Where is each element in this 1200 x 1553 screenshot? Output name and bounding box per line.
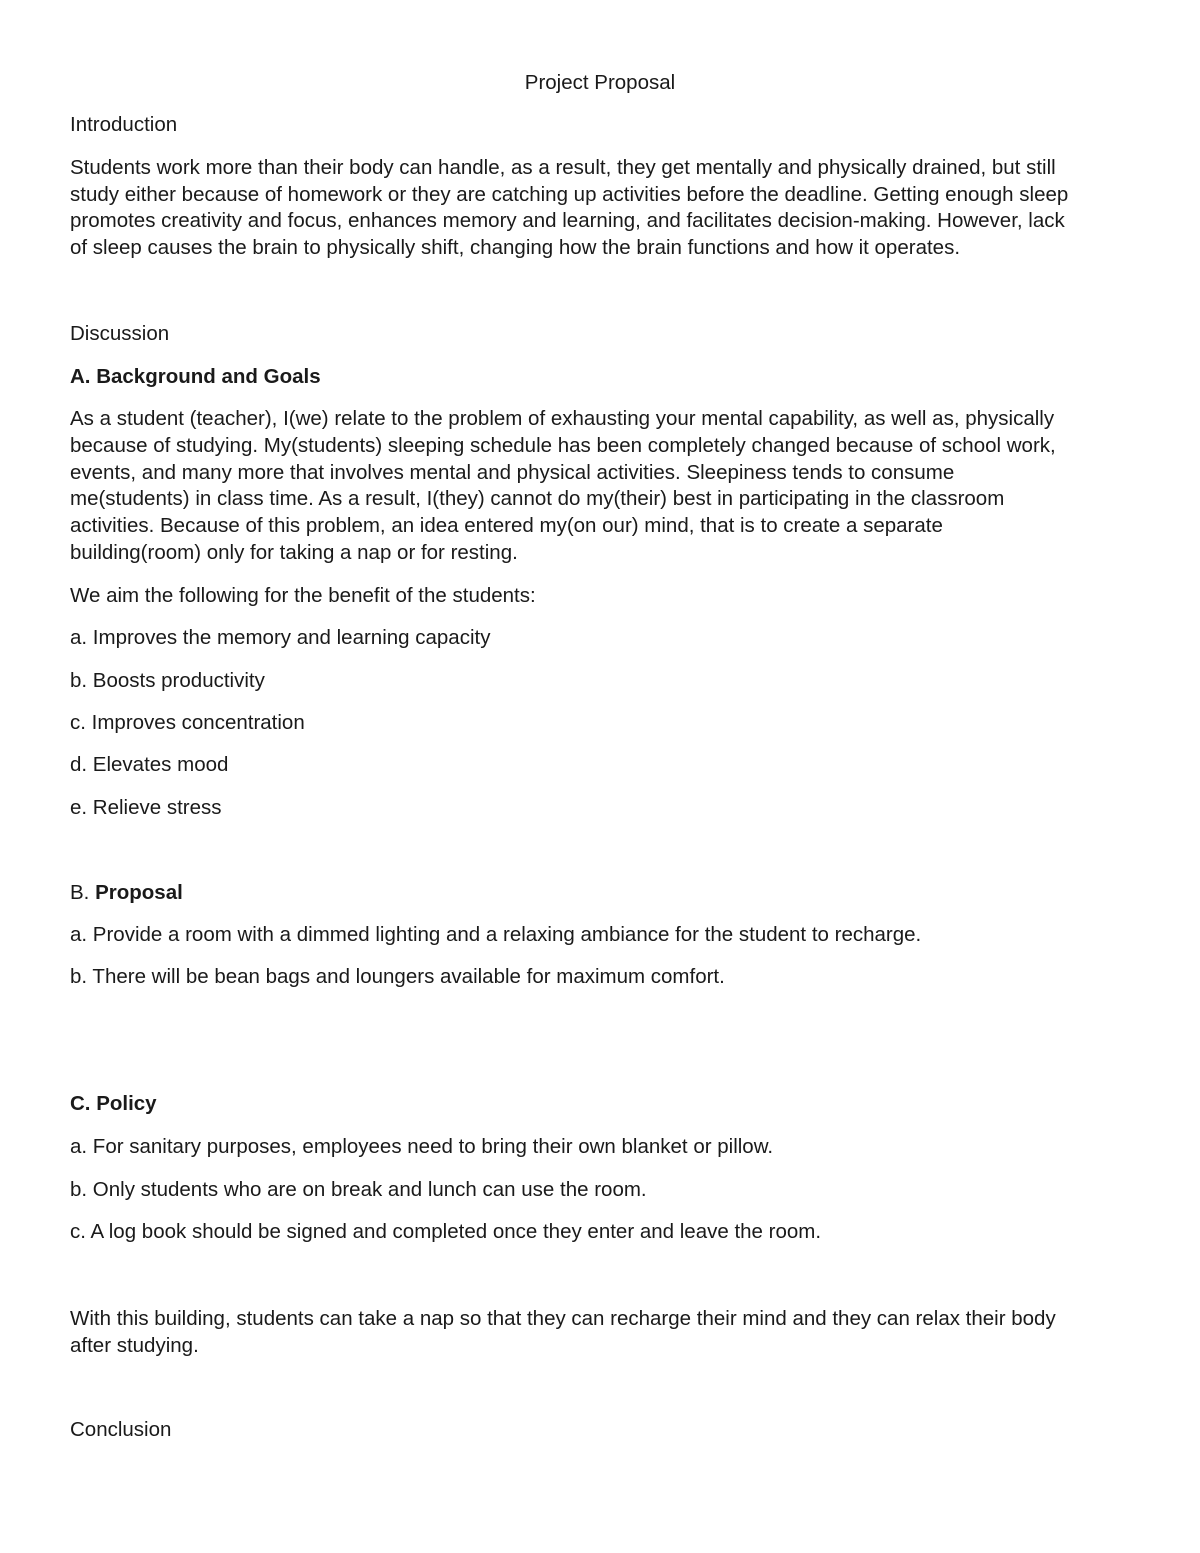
introduction-line: Students work more than their body can handle, as a result, they get mentally and physically drained, but still — [70, 156, 1056, 179]
proposal-prefix: B. — [70, 881, 96, 904]
closing-line: after studying. — [70, 1334, 199, 1357]
closing-line: With this building, students can take a nap so that they can recharge their mind and they can relax their body — [70, 1307, 1056, 1330]
aim-item: d. Elevates mood — [70, 753, 229, 776]
document-title: Project Proposal — [524, 71, 676, 94]
discussion-heading: Discussion — [70, 322, 170, 345]
background-goals-heading: A. Background and Goals — [70, 365, 321, 388]
aim-item: e. Relieve stress — [70, 796, 222, 819]
background-line: because of studying. My(students) sleeping schedule has been completely changed because of school work, — [70, 434, 1056, 457]
background-line: As a student (teacher), I(we) relate to the problem of exhausting your mental capability, as well as, physically — [70, 407, 1055, 430]
policy-heading: C. Policy — [70, 1092, 157, 1115]
introduction-heading: Introduction — [70, 113, 178, 136]
proposal-item: b. There will be bean bags and loungers available for maximum comfort. — [70, 965, 725, 988]
aim-item: a. Improves the memory and learning capacity — [70, 626, 491, 649]
introduction-line: of sleep causes the brain to physically shift, changing how the brain functions and how it operates. — [70, 236, 961, 259]
aim-item: c. Improves concentration — [70, 711, 305, 734]
background-line: building(room) only for taking a nap or for resting. — [70, 541, 518, 564]
proposal-item: a. Provide a room with a dimmed lighting and a relaxing ambiance for the student to recharge. — [70, 923, 922, 946]
proposal-heading-label: Proposal — [95, 881, 183, 904]
introduction-line: study either because of homework or they are catching up activities before the deadline. Getting enough sleep — [70, 183, 1069, 206]
aim-item: b. Boosts productivity — [70, 669, 265, 692]
policy-item: a. For sanitary purposes, employees need to bring their own blanket or pillow. — [70, 1135, 774, 1158]
policy-item: c. A log book should be signed and completed once they enter and leave the room. — [70, 1220, 822, 1243]
conclusion-heading: Conclusion — [70, 1418, 172, 1441]
introduction-line: promotes creativity and focus, enhances memory and learning, and facilitates decision-making. However, lack — [70, 209, 1065, 232]
proposal-heading — [70, 880, 183, 907]
aim-intro: We aim the following for the benefit of the students: — [70, 584, 536, 607]
policy-item: b. Only students who are on break and lunch can use the room. — [70, 1178, 647, 1201]
background-line: events, and many more that involves mental and physical activities. Sleepiness tends to consume — [70, 461, 955, 484]
background-line: activities. Because of this problem, an idea entered my(on our) mind, that is to create a separate — [70, 514, 943, 537]
background-line: me(students) in class time. As a result, I(they) cannot do my(their) best in participating in the classroom — [70, 487, 1005, 510]
